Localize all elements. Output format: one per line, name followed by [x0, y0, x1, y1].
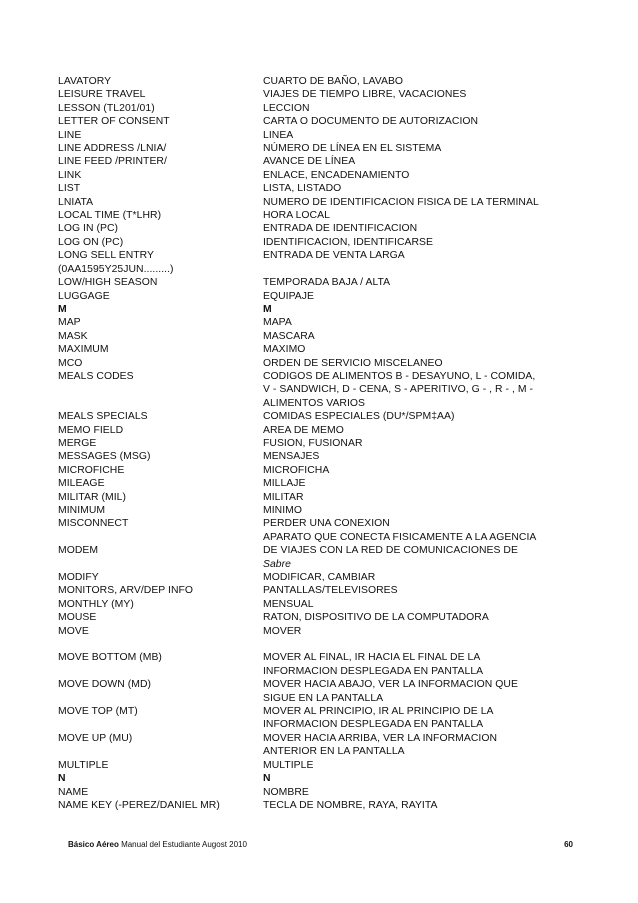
glossary-row	[58, 236, 578, 249]
glossary-term: MAP	[58, 317, 81, 329]
glossary-definition: NÚMERO DE LÍNEA EN EL SISTEMA	[263, 143, 442, 155]
glossary-definition: ENLACE, ENCADENAMIENTO	[263, 169, 410, 181]
glossary-definition: MENSAJES	[263, 451, 320, 463]
footer-title-rest: Manual del Estudiante Augost 2010	[118, 840, 247, 849]
glossary-row	[58, 209, 578, 222]
glossary-row	[58, 491, 578, 504]
glossary-definition: COMIDAS ESPECIALES (DU*/SPM‡AA)	[263, 411, 455, 423]
glossary-definition: MOVER HACIA ABAJO, VER LA INFORMACION QUE SIGUE EN LA PANTALLA	[263, 679, 518, 704]
glossary-row	[58, 544, 578, 557]
glossary-term: LESSON (TL201/01)	[58, 102, 155, 114]
glossary-term: MONTHLY (MY)	[58, 598, 134, 610]
glossary-definition: AREA DE MEMO	[263, 424, 344, 436]
glossary-definition: MICROFICHA	[263, 464, 330, 476]
glossary-definition: TECLA DE NOMBRE, RAYA, RAYITA	[263, 799, 438, 811]
glossary-definition: RATON, DISPOSITIVO DE LA COMPUTADORA	[263, 612, 489, 624]
glossary-row	[58, 88, 578, 101]
glossary-row	[58, 531, 578, 544]
glossary-row	[58, 75, 578, 88]
section-heading-row	[58, 772, 578, 785]
glossary-term: NAME KEY (-PEREZ/DANIEL MR)	[58, 799, 220, 811]
glossary-definition: MOVER AL FINAL, IR HACIA EL FINAL DE LA INFORMACION DESPLEGADA EN PANTALLA	[263, 652, 484, 677]
glossary-term: MOVE DOWN (MD)	[58, 679, 152, 691]
glossary-definition: VIAJES DE TIEMPO LIBRE, VACACIONES	[263, 89, 467, 101]
glossary-definition: MODIFICAR, CAMBIAR	[263, 572, 376, 584]
glossary-row	[58, 290, 578, 303]
glossary-row	[58, 316, 578, 329]
glossary-term: MONITORS, ARV/DEP INFO	[58, 585, 194, 597]
glossary-row	[58, 155, 578, 168]
glossary-definition: MOVER AL PRINCIPIO, IR AL PRINCIPIO DE LA INFORMACION DESPLEGADA EN PANTALLA	[263, 706, 494, 731]
glossary-term: MOUSE	[58, 612, 97, 624]
glossary-definition: LECCION	[263, 102, 310, 114]
glossary-term: LINE ADDRESS /LNIA/	[58, 143, 167, 155]
glossary-definition: APARATO QUE CONECTA FISICAMENTE A LA AGENCIA	[263, 531, 537, 543]
glossary-row	[58, 558, 578, 571]
glossary-definition: MAPA	[263, 317, 292, 329]
glossary-row	[58, 263, 578, 276]
glossary-definition: MENSUAL	[263, 598, 314, 610]
glossary-term: MEALS SPECIALS	[58, 411, 148, 423]
glossary-term: LINE FEED /PRINTER/	[58, 156, 167, 168]
glossary-definition: MOVER	[263, 625, 302, 637]
glossary-row	[58, 410, 578, 423]
glossary-term: LEISURE TRAVEL	[58, 89, 146, 101]
glossary-row	[58, 249, 578, 262]
glossary-definition: LINEA	[263, 129, 294, 141]
glossary-row	[58, 276, 578, 289]
glossary-term: LINK	[58, 169, 82, 181]
glossary-term: MERGE	[58, 437, 97, 449]
glossary-term: MOVE TOP (MT)	[58, 706, 138, 718]
glossary-term: LOCAL TIME (T*LHR)	[58, 210, 162, 222]
glossary-term: MISCONNECT	[58, 518, 129, 530]
glossary-definition: NUMERO DE IDENTIFICACION FISICA DE LA TERMINAL	[263, 196, 539, 208]
glossary-row	[58, 517, 578, 530]
glossary-definition: FUSION, FUSIONAR	[263, 437, 363, 449]
glossary-term: MULTIPLE	[58, 759, 109, 771]
section-heading-row	[58, 303, 578, 316]
glossary-definition: Sabre	[263, 558, 291, 570]
glossary-term: MESSAGES (MSG)	[58, 451, 151, 463]
glossary-definition: PANTALLAS/TELEVISORES	[263, 585, 398, 597]
glossary-definition: CUARTO DE BAÑO, LAVABO	[263, 76, 404, 87]
glossary-row	[58, 343, 578, 356]
glossary-row	[58, 678, 578, 705]
glossary-definition: EQUIPAJE	[263, 290, 315, 302]
glossary-row	[58, 625, 578, 638]
glossary-definition: AVANCE DE LÍNEA	[263, 156, 356, 168]
glossary-row	[58, 786, 578, 799]
glossary-row	[58, 611, 578, 624]
glossary-term: N	[58, 773, 66, 785]
glossary-definition: ORDEN DE SERVICIO MISCELANEO	[263, 357, 443, 369]
glossary-term: MCO	[58, 357, 83, 369]
footer-title	[68, 840, 247, 850]
glossary-definition: NOMBRE	[263, 786, 309, 798]
glossary-term: MEALS CODES	[58, 370, 134, 382]
glossary-row	[58, 424, 578, 437]
glossary-definition: N	[263, 773, 271, 785]
glossary-row	[58, 182, 578, 195]
glossary-row	[58, 437, 578, 450]
glossary-definition: CARTA O DOCUMENTO DE AUTORIZACION	[263, 116, 479, 128]
glossary-definition: M	[263, 303, 272, 315]
glossary-row	[58, 196, 578, 209]
glossary-term: MILEAGE	[58, 478, 105, 490]
glossary-term: MILITAR (MIL)	[58, 491, 126, 503]
glossary-definition: TEMPORADA BAJA / ALTA	[263, 277, 391, 289]
glossary-row	[58, 129, 578, 142]
glossary-row	[58, 584, 578, 597]
glossary-term: LETTER OF CONSENT	[58, 116, 170, 128]
glossary-row	[58, 357, 578, 370]
glossary-term: MODIFY	[58, 572, 99, 584]
glossary-definition: CODIGOS DE ALIMENTOS B - DESAYUNO, L - COMIDA, V - SANDWICH, D - CENA, S - APERITIVO, G - , R - , M - ALIMENTOS VARIOS	[263, 370, 536, 409]
glossary-term: MAXIMUM	[58, 344, 109, 356]
glossary-definition: ENTRADA DE VENTA LARGA	[263, 250, 405, 262]
glossary-term: (0AA1595Y25JUN.........)	[58, 263, 174, 275]
glossary-term: LOG ON (PC)	[58, 236, 124, 248]
glossary-definition: MINIMO	[263, 505, 302, 516]
glossary-row	[58, 169, 578, 182]
glossary-row	[58, 799, 578, 812]
glossary-term: MOVE	[58, 625, 89, 637]
glossary-row	[58, 477, 578, 490]
glossary-row	[58, 504, 578, 517]
glossary-definition: ENTRADA DE IDENTIFICACION	[263, 223, 418, 235]
glossary-term: MICROFICHE	[58, 464, 125, 476]
glossary-row	[58, 571, 578, 584]
glossary-row	[58, 222, 578, 235]
glossary-row	[58, 464, 578, 477]
glossary-term: LAVATORY	[58, 76, 112, 87]
page-footer	[68, 840, 573, 850]
glossary-term: NAME	[58, 786, 89, 798]
glossary-definition: MOVER HACIA ARRIBA, VER LA INFORMACION ANTERIOR EN LA PANTALLA	[263, 732, 498, 758]
glossary-definition: IDENTIFICACION, IDENTIFICARSE	[263, 236, 434, 248]
glossary-row	[58, 142, 578, 155]
glossary-term: LIST	[58, 183, 81, 195]
glossary-term: MOVE BOTTOM (MB)	[58, 652, 162, 664]
glossary-row	[58, 705, 578, 732]
glossary-definition: MASCARA	[263, 330, 315, 342]
glossary-definition: MAXIMO	[263, 344, 306, 356]
glossary-row	[58, 370, 578, 410]
footer-title-bold: Básico Aéreo	[68, 840, 119, 849]
glossary-row	[58, 598, 578, 611]
glossary-definition: LISTA, LISTADO	[263, 183, 342, 195]
glossary-row	[58, 450, 578, 463]
glossary-row	[58, 102, 578, 115]
glossary-term: LOG IN (PC)	[58, 223, 119, 235]
glossary-term: LUGGAGE	[58, 290, 110, 302]
glossary-term: LOW/HIGH SEASON	[58, 277, 158, 289]
glossary-term: MINIMUM	[58, 505, 106, 516]
glossary-definition: DE VIAJES CON LA RED DE COMUNICACIONES DE	[263, 545, 518, 557]
glossary-term: LINE	[58, 129, 82, 141]
glossary-term: LONG SELL ENTRY	[58, 250, 155, 262]
glossary-row	[58, 651, 578, 678]
glossary-definition: PERDER UNA CONEXION	[263, 518, 390, 530]
glossary-definition: MULTIPLE	[263, 759, 314, 771]
glossary-definition: MILLAJE	[263, 478, 306, 490]
glossary-term: MASK	[58, 330, 88, 342]
glossary-term: LNIATA	[58, 196, 94, 208]
glossary-row	[58, 330, 578, 343]
glossary-definition: MILITAR	[263, 491, 304, 503]
glossary-term: M	[58, 303, 67, 315]
glossary-definition: HORA LOCAL	[263, 210, 330, 222]
glossary-term: MODEM	[58, 545, 99, 557]
glossary-term: MOVE UP (MU)	[58, 732, 133, 744]
glossary-row	[58, 732, 578, 759]
glossary-row	[58, 115, 578, 128]
glossary-list	[58, 75, 578, 812]
page-number: 60	[564, 840, 573, 849]
glossary-row	[58, 759, 578, 772]
glossary-term: MEMO FIELD	[58, 424, 124, 436]
